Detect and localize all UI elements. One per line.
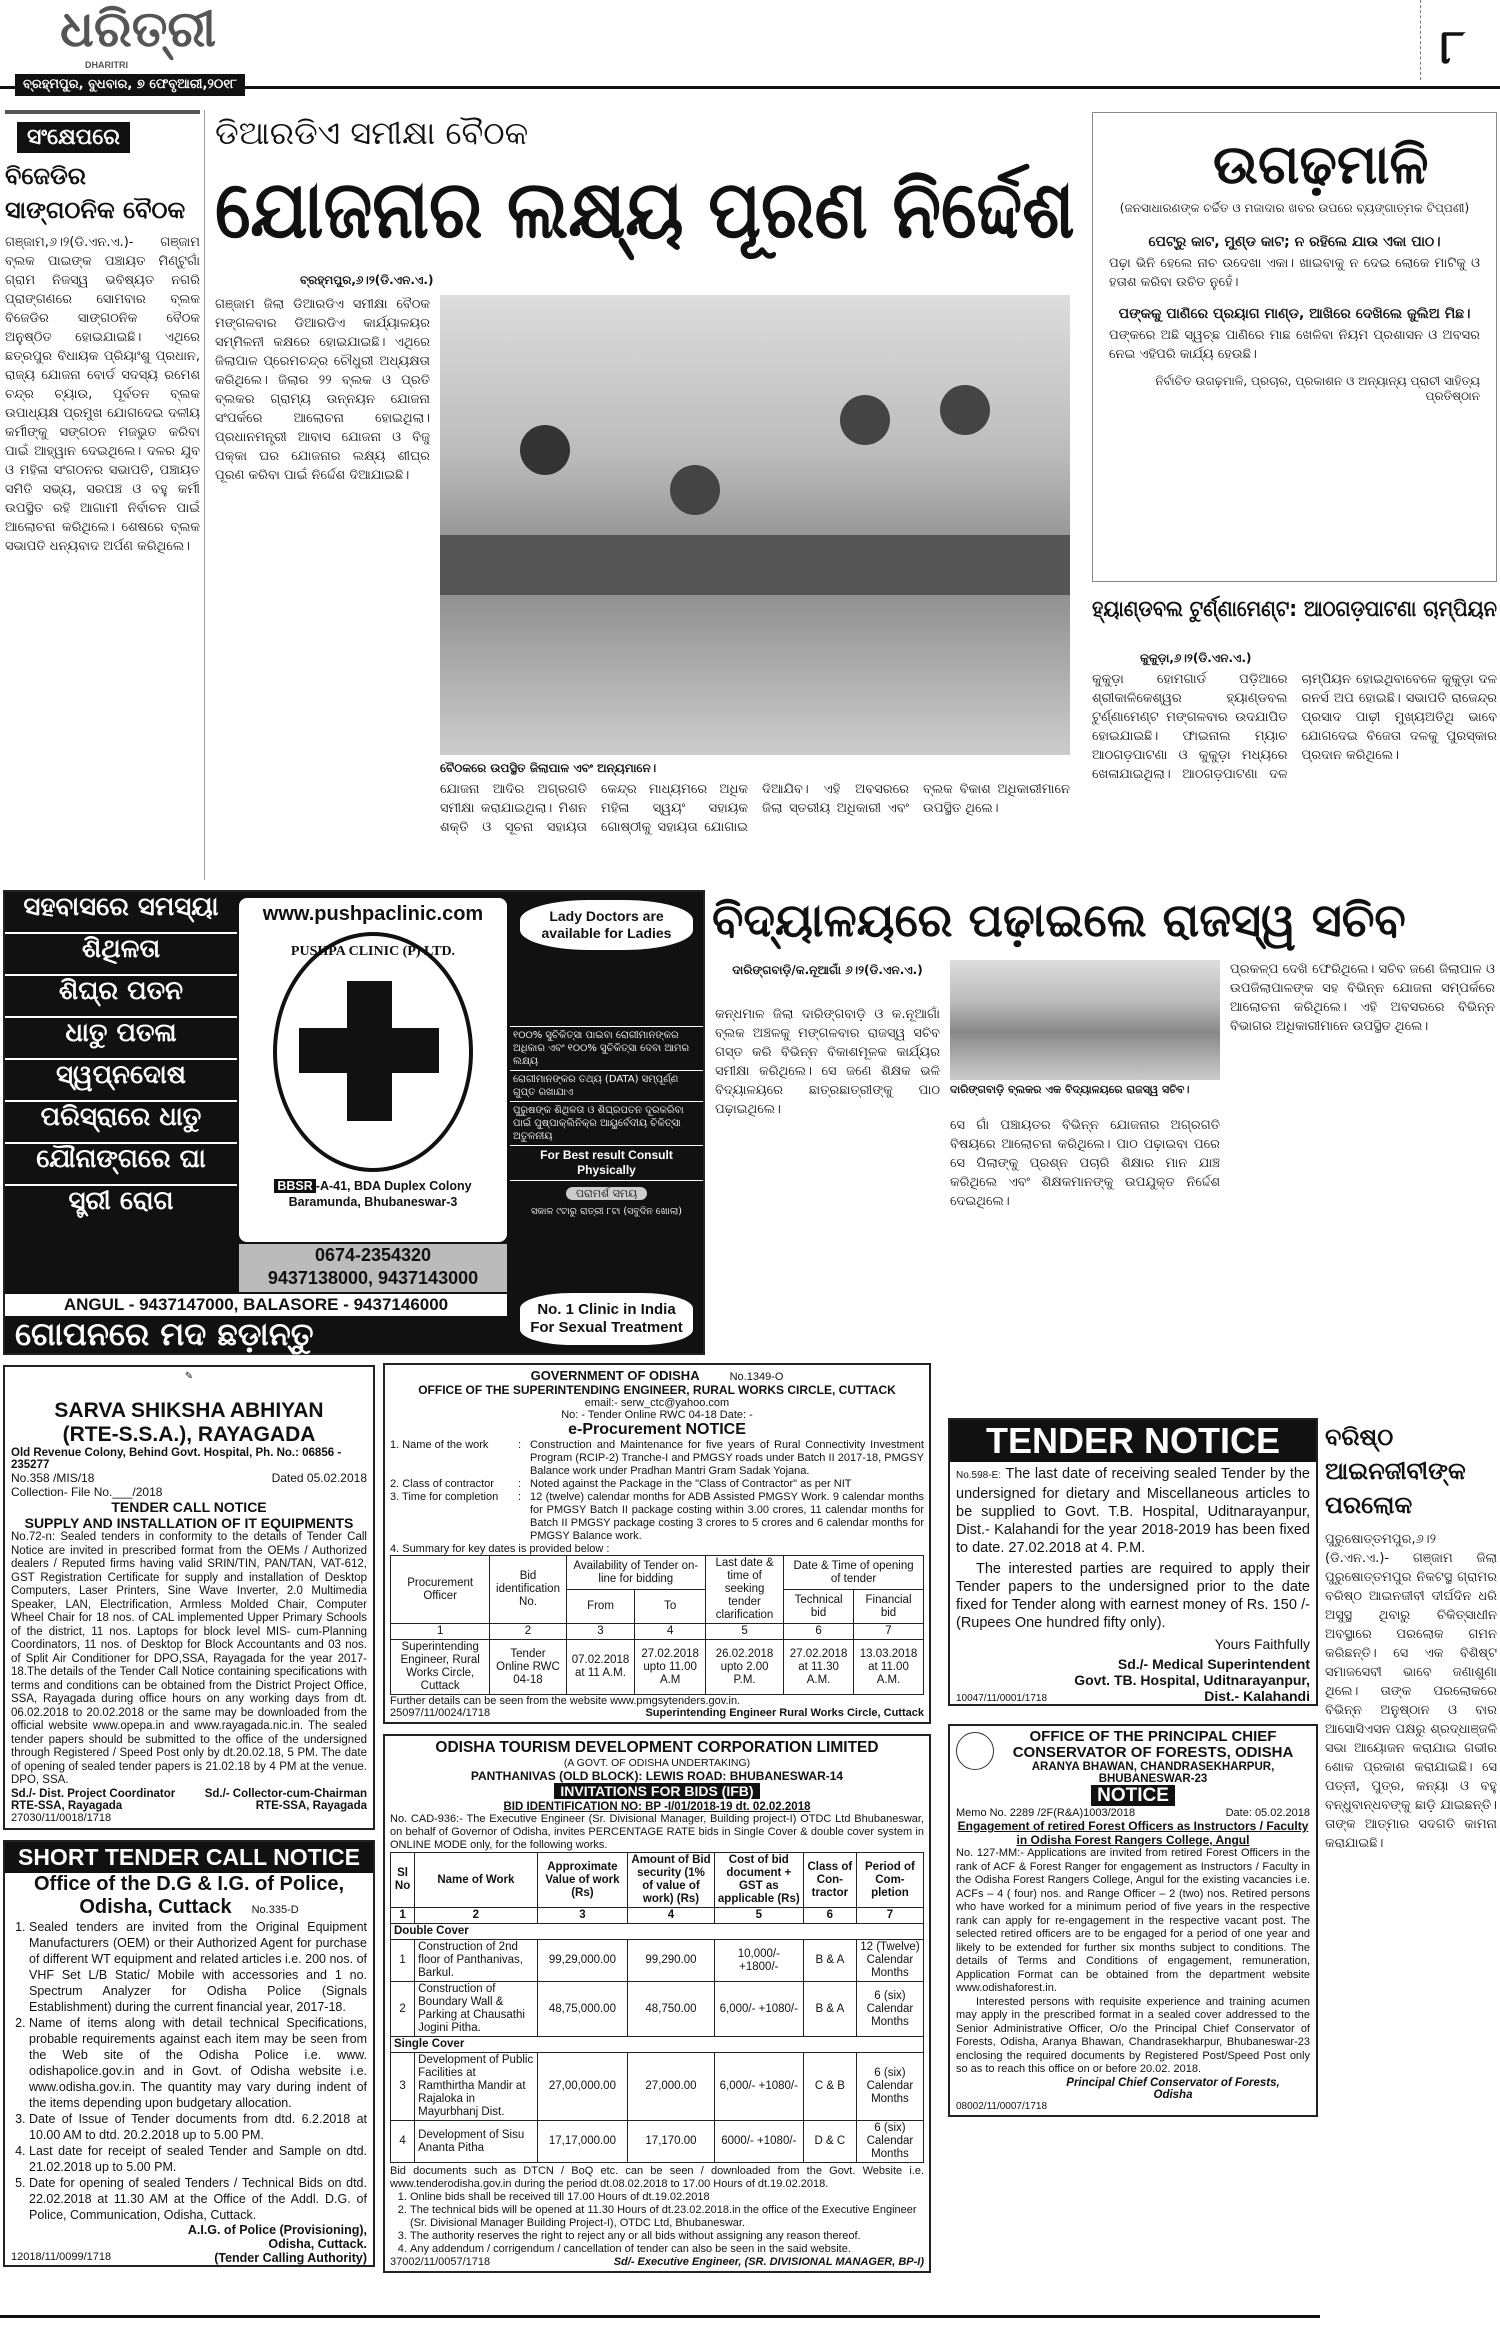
cell: 99,290.00 (628, 1940, 715, 1982)
ssa-title: TENDER CALL NOTICE (111, 1499, 267, 1515)
cell: 48,75,000.00 (537, 1982, 628, 2037)
school-photo-caption: ଦାରିଙ୍ଗବାଡ଼ି ବ୍ଲକର ଏକ ବିଦ୍ୟାଳୟରେ ରାଜସ୍ୱ ସଚିବ। (950, 1083, 1190, 1096)
ssa-logo: ✎ (184, 1371, 194, 1382)
school-headline: ବିଦ୍ୟାଳୟରେ ପଢ଼ାଇଲେ ରାଜସ୍ୱ ସଚିବ (712, 893, 1406, 947)
rwc-code: 25097/11/0024/1718 (390, 1707, 491, 1719)
police-item: 3. Date of Issue of Tender documents from dtd. 6.2.2018 at 10.00 AM to dtd. 20.2.2018 up to 5.00 PM. (29, 2111, 367, 2143)
th: Last date & time of seeking tender clarification (705, 1556, 783, 1624)
table-row (391, 1982, 924, 2037)
rwc-ref: No.1349-O (729, 1371, 784, 1383)
clinic-problem: ଯୌନାଙ୍ଗରେ ଘା (5, 1144, 237, 1186)
otdc-sign: Sd/- Executive Engineer, (SR. DIVISIONAL MANAGER, BP-I) (613, 2256, 924, 2268)
masthead (0, 0, 1500, 100)
brief-body: ଗଞ୍ଜାମ,୬।୨(ଡି.ଏନ.ଏ.)- ଗଞ୍ଜାମ ବ୍ଲକ ପାଇଙ୍କ ପଞ୍ଚାୟତ ମିଣ୍ଟୁଗାଁ ଗ୍ରାମ ନିଜସ୍ୱ ଭବିଷ୍ୟତ ନଗରି ପ୍ରାଙ୍ଗଣରେ ସୋମବାର ବ୍ଲକ ବିଜେଡିର ସାଙ୍ଗଠନିକ ବୈଠକ ଅନୁଷ୍ଠିତ ହୋଇଯାଇଛି। ଏଥିରେ ଛତ୍ରପୁର ବିଧାୟକ ପ୍ରିୟାଂଶୁ ପ୍ରଧାନ, ରାଜ୍ୟ ଯୋଜନା ବୋର୍ଡ ସଦସ୍ୟ ରମେଶ ଚନ୍ଦ୍ର ଚ୍ୟାଉ, ପୂର୍ବତନ ବ୍ଲକ ଉପାଧ୍ୟକ୍ଷ ପ୍ରମୁଖ ଯୋଗଦେଇ ଦଳୀୟ କର୍ମୀଙ୍କୁ ସଙ୍ଗଠନ ମଜଭୁତ କରିବା ପାଇଁ ଆହ୍ୱାନ ଦେଇଥିଲେ। ଦଳର ଯୁବ ଓ ମହିଳା ସଂଗଠନର ସଭାପତି, ପଞ୍ଚାୟତ ସମିତି ସଭ୍ୟ, ସରପଞ୍ଚ ଓ ବହୁ କର୍ମୀ ଉପସ୍ଥିତ ରହି ଆଗାମୀ ନିର୍ବାଚନ ପାଇଁ ଆଲୋଚନା କରିଥିଲେ। ଶେଷରେ ବ୍ଲକ ସଭାପତି ଧନ୍ୟବାଦ ଅର୍ପଣ କରିଥିଲେ। (5, 235, 200, 554)
cell: Construction of 2nd floor of Panthanivas, Barkul. (415, 1940, 537, 1982)
police-sign2: Odisha, Cuttack. (268, 2236, 367, 2251)
lead-dateline: ବ୍ରହ୍ମପୁର,୬।୨(ଡି.ଏନ.ଏ.) (300, 273, 434, 287)
th: From (566, 1590, 635, 1624)
school-col3: ପ୍ରକଳ୍ପ ଦେଖି ଫେରିଥିଲେ। ସଚିବ ଜଣେ ଜିଲାପାଳ ଓ ଉପଜିଲାପାଳଙ୍କ ସହ ବିଭିନ୍ନ ଯୋଜନା ସମ୍ପର୍କରେ ଆଲୋଚନା କରିଥିଲେ। ଏହି ଅବସରରେ ବିଭିନ୍ନ ବିଭାଗର ଅଧିକାରୀମାନେ ଉପସ୍ଥିତ ଥିଲେ। (1230, 962, 1495, 1034)
school-col2: ସେ ଗାଁ ପଞ୍ଚାୟତର ବିଭିନ୍ନ ଯୋଜନାର ଅଗ୍ରଗତି ବିଷୟରେ ଆଲୋଚନା କରିଥିଲେ। ପାଠ ପଢ଼ାଇବା ପରେ ସେ ପିଲାଙ୍କୁ ପ୍ରଶ୍ନ ପଚାରି ଶିକ୍ଷାର ମାନ ଯାଞ୍ଚ କରିଥିଲେ ଏବଂ ଶିକ୍ଷକମାନଙ୍କୁ ଉପଯୁକ୍ତ ନିର୍ଦ୍ଦେଶ ଦେଇଥିଲେ। (950, 1118, 1220, 1209)
cell: 3 (391, 2053, 415, 2121)
tb-hospital-tender-ad (948, 1418, 1318, 1706)
forest-memo: Memo No. 2289 /2F(R&A)1003/2018 (956, 1807, 1136, 1819)
cell: C & B (803, 2053, 856, 2121)
cell: 26.02.2018 upto 2.00 P.M. (705, 1640, 783, 1695)
rwc-summary: 4. Summary for key dates is provided below : (390, 1543, 610, 1555)
th: Availability of Tender on-line for bidding (566, 1556, 705, 1590)
clinic-timing: ସକାଳ ୯ଟାରୁ ରାତ୍ରୀ ୮ଟା (ସବୁଦିନ ଖୋଲା) (531, 1205, 682, 1217)
ugadhamali-item-body: ପଙ୍କରେ ଅଛି ସ୍ୱଚ୍ଛ ପାଣିରେ ମାଛ ଖେଳିବା ନିୟମ ପ୍ରଶାସନ ଓ ଅବସର ନେଇ ଏହିପରି କାର୍ଯ୍ୟ ହେଉଛି। (1109, 328, 1480, 362)
th: Cost of bid document + GST as applicable (Rs) (714, 1853, 803, 1908)
lead-headline: ଯୋଜନାର ଲକ୍ଷ୍ୟ ପୂରଣ ନିର୍ଦ୍ଦେଶ (215, 163, 1075, 256)
ugadhamali-item-head: ପଙ୍କକୁ ପାଣିରେ ପ୍ରୟାଗ ମାଣ୍ଡ, ଆଖିରେ ଦେଖିଲେ ଜୁଲିଅ ମିଛ। (1118, 306, 1471, 322)
badge-lady-doctors: Lady Doctors are available for Ladies (520, 900, 693, 950)
tb-banner: TENDER NOTICE (950, 1420, 1316, 1462)
cell: 27,00,000.00 (537, 2053, 628, 2121)
rwc-further: Further details can be seen from the website www.pmgsytenders.gov.in. (390, 1695, 741, 1707)
ssa-file: Collection- File No.___/2018 (11, 1485, 163, 1499)
col-num: 1 (391, 1624, 490, 1640)
table-row (391, 2053, 924, 2121)
ugadhamali-intro: (ଜନସାଧାରଣଙ୍କ ଚର୍ଚ୍ଚିତ ଓ ମଜାଦାର ଖବର ଉପରେ ବ୍ୟଙ୍ଗାତ୍ମକ ଟିପ୍ପଣୀ) (1119, 201, 1470, 215)
clinic-problem: ସହବାସରେ ସମସ୍ୟା (5, 892, 237, 934)
clinic-ad (3, 890, 705, 1355)
otdc-point: 2. The technical bids will be opened at 11.30 Hours of dt.23.02.2018.in the office of the Executive Engineer (Sr. Divisional Manager Building Project-I), OTDC Ltd, Bhubaneswar. (410, 2204, 924, 2230)
rwc-email: email:- serw_ctc@yahoo.com (584, 1397, 730, 1409)
col-num: 5 (705, 1624, 783, 1640)
cell: B & A (803, 1940, 856, 1982)
ssa-sign-left: Sd./- Dist. Project Coordinator (11, 1787, 176, 1800)
group-label: Single Cover (391, 2037, 924, 2053)
clinic-slogan: ଗୋପନରେ ମଦ ଛଡ଼ାନ୍ତୁ (5, 1316, 507, 1353)
th: Date & Time of opening of tender (784, 1556, 924, 1590)
middle-ads-stack (383, 1363, 931, 2273)
cell: Development of Sisu Ananta Pitha (415, 2121, 537, 2163)
clinic-problem: ଶିଘ୍ର ପତନ (5, 976, 237, 1018)
cell: 6,000/- +1080/- (714, 1982, 803, 2037)
clinic-claim: ୧୦୦% ସୁଚିକିତ୍ସା ପାଇବା ରୋଗୀମାନଙ୍କର ଅଧିକାର ଏବଂ ୧୦୦% ସୁଚିକିତ୍ସା ଦେବା ଆମର ଲକ୍ଷ୍ୟ (510, 1026, 703, 1070)
cell: Construction of Boundary Wall & Parking at Chausathi Jogini Pitha. (415, 1982, 537, 2037)
th: Bid identification No. (490, 1556, 566, 1624)
school-col1: କନ୍ଧମାଳ ଜିଲା ଦାରିଙ୍ଗବାଡ଼ି ଓ କ.ନୂଆଗାଁ ବ୍ଲକ ଅଞ୍ଚଳକୁ ମଙ୍ଗଳବାର ରାଜସ୍ୱ ସଚିବ ଗସ୍ତ କରି ବିଭିନ୍ନ ବିକାଶମୂଳକ କାର୍ଯ୍ୟର ସମୀକ୍ଷା କରିଥିଲେ। ସେ ଜଣେ ଶିକ୍ଷକ ଭଳି ବିଦ୍ୟାଳୟରେ ଛାତ୍ରଛାତ୍ରୀଙ୍କୁ ପାଠ ପଢ଼ାଇଥିଲେ। (715, 1007, 940, 1117)
rwc-sign: Superintending Engineer Rural Works Circle, Cuttack (645, 1707, 924, 1719)
brief-label: ସଂକ୍ଷେପରେ (17, 122, 130, 153)
th: Approximate Value of work (Rs) (537, 1853, 628, 1908)
tb-code: 10047/11/0001/1718 (956, 1693, 1048, 1704)
cell: 27,000.00 (628, 2053, 715, 2121)
clinic-website[interactable]: www.pushpaclinic.com (262, 903, 484, 925)
ugadhamali-box (1092, 112, 1497, 582)
forest-banner: NOTICE (1091, 1785, 1175, 1806)
ugadhamali-item-body: ପଢ଼ା ଭିନି ହେଲେ ନାଚ ଉଦେଖା ଏକା। ଖାଇବାକୁ ନ ଦେଇ ଲୋକେ ମାଟିକୁ ଓ ହତାଶ କରିବା ଉଚିତ ନୁହେଁ। (1109, 256, 1480, 290)
col-num: 4 (635, 1624, 706, 1640)
handball-body: କୁକୁଡ଼ା ହୋମଗାର୍ଡ ପଡ଼ିଆରେ ଶ୍ରୀକାଳିକେଶ୍ୱର ହ୍ୟାଣ୍ଡବଲ ଟୁର୍ଣ୍ଣାମେଣ୍ଟ ମଙ୍ଗଳବାର ଉଦଯାପିତ ହୋଇଯାଇଛି। ଫାଇନାଲ ମ୍ୟାଚ ଆଠଗଡ଼ପାଟଣା ଓ କୁକୁଡ଼ା ମଧ୍ୟରେ ଖେଳାଯାଇଥିଲା। ଆଠଗଡ଼ପାଟଣା ଦଳ ଚାମ୍ପିୟନ ହୋଇଥିବାବେଳେ କୁକୁଡ଼ା ଦଳ ରନର୍ସ ଅପ ହୋଇଛି। ସଭାପତି ରାଜେନ୍ଦ୍ର ପ୍ରସାଦ ପାଢ଼ୀ ମୁଖ୍ୟଅତିଥି ଭାବେ ଯୋଗଦେଇ ବିଜେତା ଦଳକୁ ପୁରସ୍କାର ପ୍ରଦାନ କରିଥିଲେ। (1092, 672, 1497, 782)
lead-photo (440, 295, 1070, 755)
ugadhamali-title: ଉଗଢ଼ମାଳି (1213, 133, 1429, 196)
clinic-problem: ସ୍ୱପ୍ନଦୋଷ (5, 1060, 237, 1102)
tb-body: The last date of receiving sealed Tender by the undersigned for dietary and Miscellaneous articles to be supplied to Govt. T.B. Hospital, Uditnarayanpur, Dist.- Kalahandi for the year 2018-2019 has been fixed to date. 27.02.2018 at 4. P.M. (956, 1466, 1310, 1556)
th: Sl No (391, 1853, 415, 1908)
newspaper-logo-sub: DHARITRI (85, 60, 128, 70)
forest-subject: Engagement of retired Forest Officers as Instructors / Faculty in Odisha Forest Rangers College, Angul (957, 1819, 1309, 1847)
group-label: Double Cover (391, 1924, 924, 1940)
ssa-body: No.72-n: Sealed tenders in conformity to the details of Tender Call Notice are invited in prescribed format from the OEMs / Authorized dealers / Reputed firms having valid SRIN/TIN, PAN/TAN, VAT-612, GST Registration Certificate for supply and installation of Desktop Computers, Laser Printers, Sine Wave Inverter, 2.0 Multimedia Speaker, LAN, Electrification, Armless Molded Chair, Computer Wheel Chair for 18 nos. of CAL implemented Upper Primary Schools of the district, 11 nos. Laptops for block level MIS- cum-Planning Coordinators, 11 nos. of Desktop for Block Accountants and 03 nos. of Split Air Conditioner for DPO,SSA, Rayagada for the year 2017-18.The details of the Tender Call Notice containing specifications with terms and conditions can be obtained from the District Project Office, SSA, Rayagada during office hours on any working days from dt. 06.02.2018 to 20.02.2018 or the same may be downloaded from the official website www.opepa.in and www.rayagada.nic.in. The sealed tender papers should be submitted to the office of the undersigned through Registered / Speed Post only by dt.20.02.18, 5 PM. The date of opening of sealed tender papers is 21.02.18 by 4 PM at the venue. DPO, SSA. (11, 1531, 367, 1786)
cell: 48,750.00 (628, 1982, 715, 2037)
table-row (391, 1940, 924, 1982)
police-sign: A.I.G. of Police (Provisioning), (187, 2222, 367, 2237)
lead-photo-caption: ବୈଠକରେ ଉପସ୍ଥିତ ଜିଲାପାଳ ଏବଂ ଅନ୍ୟମାନେ। (440, 761, 657, 775)
forest-sign2: Odisha (1153, 2088, 1193, 2101)
tb-sign3: Dist.- Kalahandi (1204, 1688, 1310, 1704)
page-number: ୮ (1440, 21, 1466, 74)
odisha-emblem-icon (956, 1732, 994, 1770)
forest-org: OFFICE OF THE PRINCIPAL CHIEF CONSERVATOR OF FORESTS, ODISHA (1012, 1728, 1294, 1761)
tb-ref: No.598-E: (956, 1470, 1002, 1481)
col-num: 3 (537, 1908, 628, 1924)
th: Procurement Officer (391, 1556, 490, 1624)
brief-column (5, 110, 200, 880)
th: Amount of Bid security (1% of value of work) (Rs) (628, 1853, 715, 1908)
cell: 10,000/- +1800/- (714, 1940, 803, 1982)
cell: 6 (six) Calendar Months (856, 1982, 923, 2037)
police-item: 5. Date for opening of sealed Tenders / Technical Bids on dtd. 22.02.2018 at 11.30 AM at the Office of the Addl. D.G. of Police, Communication, Odisha, Cuttack. (29, 2175, 367, 2223)
clinic-phone: 0674-2354320 (314, 1245, 432, 1265)
col-num: 5 (714, 1908, 803, 1924)
police-ref: No.335-D (251, 1903, 299, 1916)
rwc-title: e-Procurement NOTICE (568, 1421, 746, 1438)
otdc-works-table (390, 1852, 924, 2163)
rwc-eprocurement-ad: GOVERNMENT OF ODISHA No.1349-O OFFICE OF THE SUPERINTENDING ENGINEER, RURAL WORKS CIRCLE, CUTTACK email:- serw_ctc@yahoo.com No: - Tender Online RWC 04-18 Date: - e-Procurement NOTICE 1. Name of the work : Construction and Maintenance for five years of Rural Connectivity Investment Program (RCIP-2) Tranche-I and PMGSY roads under Batch II 2017-18, PMGSY Balance work under Pradhan Mantri Gram Sadak Yojana. 2. Class of contractor : Noted against the Package in the "Class of Contractor" as per NIT 3. Time for completion : 12 (twelve) calendar months for ADB Assisted PMGSY Work. 9 calendar months for PMGSY Batch II package costing within 3.00 crores, 11 calendar months for Batch II PMGSY package costing 3 crores to 5 crores and 6 calendar months for PMGSY Balance work. 4. Summary for key dates is provided below : Procurement Officer Bid identification No. Availability of Tender on-line for bidding Last date & time of seeking tender clarification Date & Time of opening of tender From To Technical bid Financial bid 1 2 3 4 5 6 7 Superintending Engineer, Rural Works Circle, Cuttack Tender Online RWC 04-18 07.02.2018 at 11 A.M. 27.02.2018 upto 11.00 A.M 26.02.2018 upto 2.00 P.M. 27.02.2018 at 11.30 A.M. 13.03.2018 at 11.00 A.M. Further details can be seen from the website www.pmgsytenders.gov.in. 25097/11/0024/1718 Superintending Engineer Rural Works Circle, Cuttack (383, 1363, 931, 1724)
badge-no1-clinic: No. 1 Clinic in India For Sexual Treatment (520, 1293, 693, 1345)
newspaper-logo: ଧରିତ୍ରୀ (60, 0, 217, 58)
ssa-org2: (RTE-S.S.A.), RAYAGADA (62, 1423, 316, 1446)
rwc-dates-table (390, 1555, 924, 1695)
ssa-org: SARVA SHIKSHA ABHIYAN (54, 1399, 324, 1422)
rwc-gov: GOVERNMENT OF ODISHA (530, 1368, 700, 1383)
ssa-sign-left2: RTE-SSA, Rayagada (11, 1799, 123, 1812)
forest-sign: Principal Chief Conservator of Forests, (1066, 2076, 1280, 2089)
clinic-logo (273, 932, 473, 1172)
police-tender-ad (3, 1840, 375, 2267)
clinic-address2: Baramunda, Bhubaneswar-3 (288, 1195, 458, 1209)
dateline: ବ୍ରହ୍ମପୁର, ବୁଧବାର, ୭ ଫେବୃଆରୀ,୨୦୧୮ (15, 74, 245, 96)
col-num: 3 (566, 1624, 635, 1640)
rwc-row-key: 1. Name of the work (390, 1439, 489, 1451)
cell: 6000/- +1080/- (714, 2121, 803, 2163)
otdc-point: 3. The authority reserves the right to reject any or all bids without assigning any reason thereof. (410, 2230, 924, 2243)
cell: B & A (803, 1982, 856, 2037)
col-num: 1 (391, 1908, 415, 1924)
handball-headline: ହ୍ୟାଣ୍ଡବଲ ଟୁର୍ଣ୍ଣାମେଣ୍ଟ: ଆଠଗଡ଼ପାଟଣା ଚାମ୍ପିୟନ (1092, 597, 1498, 622)
clinic-problem: ସ୍ତ୍ରୀ ରୋଗ (5, 1186, 237, 1228)
th: To (635, 1590, 706, 1624)
cell: Development of Public Facilities at Ramthirtha Mandir at Rajaloka in Mayurbhanj Dist. (415, 2053, 537, 2121)
otdc-address: PANTHANIVAS (OLD BLOCK): LEWIS ROAD: BHUBANESWAR-14 (470, 1769, 844, 1783)
column-rule (204, 110, 205, 880)
cell: 99,29,000.00 (537, 1940, 628, 1982)
rwc-row-value: Noted against the Package in the "Class of Contractor" as per NIT (530, 1478, 852, 1490)
rwc-row-key: 2. Class of contractor (390, 1478, 494, 1490)
col-num: 6 (803, 1908, 856, 1924)
clinic-claim: ରୋଗୀମାନଙ୍କର ତଥ୍ୟ (DATA) ସମ୍ପୂର୍ଣ୍ଣ ଗୁପ୍ତ ରଖାଯାଏ (510, 1070, 703, 1101)
cell: 17,170.00 (628, 2121, 715, 2163)
bottom-rule (0, 2315, 1320, 2318)
otdc-intro: No. CAD-936:- The Executive Engineer (Sr. Divisional Manager, Building project-I) OTDC Ltd Bhubaneswar, on behalf of Governor of Odisha, invites PERCENTAGE RATE bids in Single Cover & double cover system in ONLINE MODE only, for the following works. (390, 1813, 924, 1851)
th: Name of Work (415, 1853, 537, 1908)
cell: 4 (391, 2121, 415, 2163)
clinic-address: -A-41, BDA Duplex Colony (315, 1179, 472, 1193)
clinic-branches: ANGUL - 9437147000, BALASORE - 9437146000 (5, 1294, 507, 1316)
th: Financial bid (854, 1590, 924, 1624)
ssa-tender-ad (3, 1365, 375, 1830)
tb-sign2: Govt. TB. Hospital, Uditnarayanpur, (1074, 1672, 1310, 1688)
otdc-point: 1. Online bids shall be received till 17.00 Hours of dt.19.02.2018 (410, 2191, 924, 2204)
otdc-sub: (A GOVT. OF ODISHA UNDERTAKING) (563, 1757, 751, 1769)
clinic-problem: ପରିସ୍ରାରେ ଧାତୁ (5, 1102, 237, 1144)
th: Period of Com-pletion (856, 1853, 923, 1908)
trim-line (1420, 0, 1421, 80)
police-org2: Odisha, Cuttack (79, 1895, 232, 1918)
obituary-headline: ବରିଷ୍ଠ ଆଇନଜୀବୀଙ୍କ ପରଲୋକ (1325, 1423, 1466, 1519)
col-num: 7 (856, 1908, 923, 1924)
clinic-best-result: For Best result Consult Physically (510, 1145, 703, 1180)
clinic-logo-text: PUSHPA CLINIC (P) LTD. (290, 944, 456, 959)
forest-address: ARANYA BHAWAN, CHANDRASEKHARPUR, BHUBANESWAR-23 (1031, 1761, 1275, 1785)
ssa-sign-right2: RTE-SSA, Rayagada (255, 1799, 367, 1812)
th: Class of Con-tractor (803, 1853, 856, 1908)
th: Technical bid (784, 1590, 854, 1624)
forest-body: No. 127-MM:- Applications are invited from retired Forest Officers in the rank of ACF & Forest Ranger for engagement as Instructors / Faculty in the Odisha Forest Rangers College, Angul for the existing vacancies i.e. ACFs – 4 ( four) nos. and Range Officer – 2 (two) nos. Retired persons who have worked for a minimum period of five years in the respective rank can apply for re-engagement in the respective vacant post. The selected retired officers are to be engaged for a period of one year and likely to be extended for further six months subject to conditions. The details of Terms and Conditions of engagement, remuneration, Application Format can be obtained from the department website www.odishaforest.in. (956, 1847, 1310, 1994)
cell: 13.03.2018 at 11.00 A.M. (854, 1640, 924, 1695)
clinic-mobiles: 9437138000, 9437143000 (267, 1268, 479, 1288)
police-sign3: (Tender Calling Authority) (214, 2250, 367, 2265)
col-num: 7 (854, 1624, 924, 1640)
clinic-timing-label: ପରାମର୍ଶ ସମୟ (566, 1187, 647, 1200)
obituary-column (1325, 1420, 1497, 2330)
right-ads-stack (948, 1418, 1318, 2117)
otdc-org: ODISHA TOURISM DEVELOPMENT CORPORATION LIMITED (435, 1739, 879, 1756)
forest-code: 08002/11/0007/1718 (956, 2100, 1048, 2112)
cell: 27.02.2018 upto 11.00 A.M (635, 1640, 706, 1695)
otdc-note: Bid documents such as DTCN / BoQ etc. can be seen / downloaded from the Govt. Website i.e. www.tenderodisha.gov.in during the period dt.08.02.2018 to 17.00 Hours of dt.19.02.2018. (390, 2165, 924, 2190)
police-item: 2. Name of items along with detail technical Specifications, probable requirements against each item may be seen from the Web site of the Odisha Police i.e. www. odishapolice.gov.in and in Govt. of Odisha website i.e. www.odisha.gov.in. The quantity may vary during indent of the items depending upon budgetary allocation. (29, 2015, 367, 2111)
ssa-sign-right: Sd./- Collector-cum-Chairman (204, 1787, 367, 1800)
clinic-claim: ପୁରୁଷଙ୍କ ଶିଥିଳତା ଓ ଶିଘ୍ରପତନ ଦୂରକରିବା ପାଇଁ ପୁଷ୍ପାକ୍ଲିନିକ୍‌ର ଆୟୁର୍ବେଦୀୟ ଚିକିତ୍ସା ଅତୁଳନୀୟ (510, 1101, 703, 1145)
cell: 6,000/- +1080/- (714, 2053, 803, 2121)
police-banner: SHORT TENDER CALL NOTICE (5, 1842, 373, 1873)
obituary-body: ପୁରୁଷୋତ୍ତମପୁର,୬।୨ (ଡି.ଏନ.ଏ.)- ଗଞ୍ଜାମ ଜିଲା ପୁରୁଷୋତ୍ତମପୁର ନିକଟସ୍ଥ ଗ୍ରାମର ବରିଷ୍ଠ ଆଇନଜୀବୀ ଦୀର୍ଘଦିନ ଧରି ଅସୁସ୍ଥ ଥିବାରୁ ଚିକିତ୍ସାଧୀନ ଅବସ୍ଥାରେ ପରଲୋକ ଗମନ କରିଛନ୍ତି। ସେ ଏକ ବିଶିଷ୍ଟ ସମାଜସେବୀ ଭାବେ ଜଣାଶୁଣା ଥିଲେ। ତାଙ୍କ ପରଲୋକରେ ବିଭିନ୍ନ ଅନୁଷ୍ଠାନ ଓ ବାର ଆସୋସିଏସନ ପକ୍ଷରୁ ଶ୍ରଦ୍ଧାଞ୍ଜଳି ସଭା ଆୟୋଜନ କରାଯାଇ ଗଭୀର ଶୋକ ପ୍ରକାଶ କରାଯାଇଛି। ସେ ପତ୍ନୀ, ପୁତ୍ର, କନ୍ୟା ଓ ବହୁ ବନ୍ଧୁବାନ୍ଧବଙ୍କୁ ଛାଡ଼ି ଯାଇଛନ୍ତି। ତାଙ୍କ ଆତ୍ମାର ସଦଗତି କାମନା କରାଯାଇଛି। (1325, 1532, 1497, 1851)
school-dateline: ଦାରିଙ୍ଗବାଡ଼ି/କ.ନୂଆଗାଁ ୬।୨(ଡି.ଏନ.ଏ.) (732, 963, 923, 977)
rwc-no: No: - Tender Online RWC 04-18 Date: - (561, 1409, 753, 1421)
col-num: 6 (784, 1624, 854, 1640)
cell: 07.02.2018 at 11 A.M. (566, 1640, 635, 1695)
cell: 17,17,000.00 (537, 2121, 628, 2163)
table-row (391, 2121, 924, 2163)
ugadhamali-credit: ନିର୍ବାଚିତ ଉଗଢ଼ମାଳି, ପ୍ରଚାର, ପ୍ରକାଶନ ଓ ଅନ୍ୟାନ୍ୟ ପ୍ରାଚୀ ସାହିତ୍ୟ ପ୍ରତିଷ୍ଠାନ (1155, 374, 1480, 403)
col-num: 2 (415, 1908, 537, 1924)
tb-body2: The interested parties are required to apply their Tender papers to the undersigned prior to the date fixed for Tender along with earnest money of Rs. 150 /- (Rupees One hundred fifty only). (956, 1561, 1310, 1631)
ssa-date: Dated 05.02.2018 (271, 1471, 367, 1485)
col-num: 2 (490, 1624, 566, 1640)
rwc-office: OFFICE OF THE SUPERINTENDING ENGINEER, RURAL WORKS CIRCLE, CUTTACK (418, 1383, 896, 1397)
school-photo (950, 960, 1220, 1080)
cell: D & C (803, 2121, 856, 2163)
ssa-ref: No.358 /MIS/18 (11, 1471, 95, 1485)
clinic-address-tag: BBSR (274, 1179, 315, 1193)
rwc-row-value: 12 (twelve) calendar months for ADB Assisted PMGSY Work. 9 calendar months for PMGSY Batch II package costing within 3.00 crores, 11 calendar months for Batch II PMGSY package costing 3 crores to 5 crores and 6 calendar months for PMGSY Balance work. (530, 1491, 924, 1542)
otdc-ifb-ad (383, 1734, 931, 2273)
cell: 1 (391, 1940, 415, 1982)
police-code: 12018/11/0099/1718 (11, 2250, 112, 2263)
police-org: Office of the D.G & I.G. of Police, (33, 1872, 345, 1895)
ugadhamali-item-head: ପେଟ୍ରୁ କାଟ, ମୁଣ୍ଡ କାଟ; ନ ରହିଲେ ଯାଉ ଏକା ପାଠ। (1148, 234, 1441, 250)
cell: 6 (six) Calendar Months (856, 2053, 923, 2121)
cell: 27.02.2018 at 11.30 A.M. (784, 1640, 854, 1695)
cell: Superintending Engineer, Rural Works Circle, Cuttack (391, 1640, 490, 1695)
otdc-bid-id: BID IDENTIFICATION NO: BP -I/01/2018-19 dt. 02.02.2018 (503, 1801, 811, 1813)
handball-dateline: କୁକୁଡ଼ା,୬।୨(ଡି.ଏନ.ଏ.) (1140, 651, 1252, 665)
ssa-subtitle: SUPPLY AND INSTALLATION OF IT EQUIPMENTS (24, 1515, 354, 1531)
lead-kicker: ଡିଆରଡିଏ ସମୀକ୍ଷା ବୈଠକ (215, 114, 529, 152)
cell: 12 (Twelve) Calendar Months (856, 1940, 923, 1982)
ssa-code: 27030/11/0018/1718 (11, 1811, 112, 1824)
otdc-point: 4. Any addendum / corrigendum / cancellation of tender can also be seen in the said website. (410, 2243, 924, 2256)
lead-col2: ଯୋଜନା ଆଦିର ଅଗ୍ରଗତି ସମୀକ୍ଷା କରାଯାଇଥିଲା। ମିଶନ ଶକ୍ତି ଓ ସୂଚନା ସହାୟତା କେନ୍ଦ୍ର ମାଧ୍ୟମରେ ଅଧିକ ମହିଳା ସ୍ୱୟଂ ସହାୟକ ଗୋଷ୍ଠୀକୁ ସହାୟତା ଯୋଗାଇ ଦିଆଯିବ। ଏହି ଅବସରରେ ଜିଲା ସ୍ତରୀୟ ଅଧିକାରୀ ଏବଂ ବ୍ଲକ ବିକାଶ ଅଧିକାରୀମାନେ ଉପସ୍ଥିତ ଥିଲେ। (440, 782, 1070, 835)
clinic-problem: ଧାତୁ ପତଳା (5, 1018, 237, 1060)
otdc-banner: INVITATIONS FOR BIDS (IFB) (554, 1783, 759, 1799)
rwc-row-key: 3. Time for completion (390, 1491, 499, 1503)
ssa-address: Old Revenue Colony, Behind Govt. Hospital, Ph. No.: 06856 - 235277 (11, 1447, 342, 1471)
lead-col1: ଗଞ୍ଜାମ ଜିଲା ଡିଆରଡିଏ ସମୀକ୍ଷା ବୈଠକ ମଙ୍ଗଳବାର ଡିଆରଡିଏ କାର୍ଯ୍ୟାଳୟର ସମ୍ମିଳନୀ କକ୍ଷରେ ହୋଇଯାଇଛି। ଏଥିରେ ଜିଲାପାଳ ପ୍ରେମଚନ୍ଦ୍ର ଚୌଧୁରୀ ଅଧ୍ୟକ୍ଷତା କରିଥିଲେ। ଜିଲାର ୨୨ ବ୍ଲକ ଓ ପ୍ରତି ବ୍ଲକର ଗ୍ରାମ୍ୟ ଉନ୍ନୟନ ଯୋଜନା ସଂପର୍କରେ ଆଲୋଚନା ହୋଇଥିଲା। ପ୍ରଧାନମନ୍ତ୍ରୀ ଆବାସ ଯୋଜନା ଓ ବିଜୁ ପକ୍କା ଘର ଯୋଜନାର ଲକ୍ଷ୍ୟ ଶୀଘ୍ର ପୂରଣ କରିବା ପାଇଁ ନିର୍ଦ୍ଦେଶ ଦିଆଯାଇଛି। (215, 297, 430, 483)
cell: Tender Online RWC 04-18 (490, 1640, 566, 1695)
otdc-code: 37002/11/0057/1718 (390, 2256, 491, 2268)
police-item: 4. Last date for receipt of sealed Tender and Sample on dtd. 21.02.2018 up to 5.00 PM. (29, 2143, 367, 2175)
tb-yours: Yours Faithfully (1214, 1636, 1310, 1652)
forest-notice-ad (948, 1724, 1318, 2117)
col-num: 4 (628, 1908, 715, 1924)
cell: 6 (six) Calendar Months (856, 2121, 923, 2163)
left-ads-stack (3, 1365, 375, 2267)
cell: 2 (391, 1982, 415, 2037)
clinic-problem: ଶିଥିଳତା (5, 934, 237, 976)
tb-sign: Sd./- Medical Superintendent (1117, 1656, 1310, 1672)
police-item: 1. Sealed tenders are invited from the Original Equipment Manufacturers (OEM) or their Authorized Agent for purchase of different WT equipment and related articles i.e. 200 nos. of VHF Set L/B Static/ Mobile with accessories and 1 no. Spectrum Analyzer for Odisha Police (Signals Establishment) during the current financial year, 2017-18. (29, 1919, 367, 2015)
forest-body2: Interested persons with requisite experience and training acumen may apply in the prescribed format in a sealed cover addressed to the Senior Administrative Officer, O/o the Principal Chief Conservator of Forests, Odisha, Aranya Bhawan, Chandrasekharpur, Bhubaneswar-23 enclosing the required documents by Registered Post/Speed Post only so as to reach this office on or before 20.02. 2018. (956, 1995, 1310, 2075)
forest-date: Date: 05.02.2018 (1225, 1807, 1310, 1819)
rwc-row-value: Construction and Maintenance for five years of Rural Connectivity Investment Program (RCIP-2) Tranche-I and PMGSY roads under Batch II 2017-18, PMGSY Balance work under Pradhan Mantri Gram Sadak Yojana. (530, 1439, 924, 1477)
brief-title: ବିଜେଡିର ସାଙ୍ଗଠନିକ ବୈଠକ (5, 162, 186, 224)
